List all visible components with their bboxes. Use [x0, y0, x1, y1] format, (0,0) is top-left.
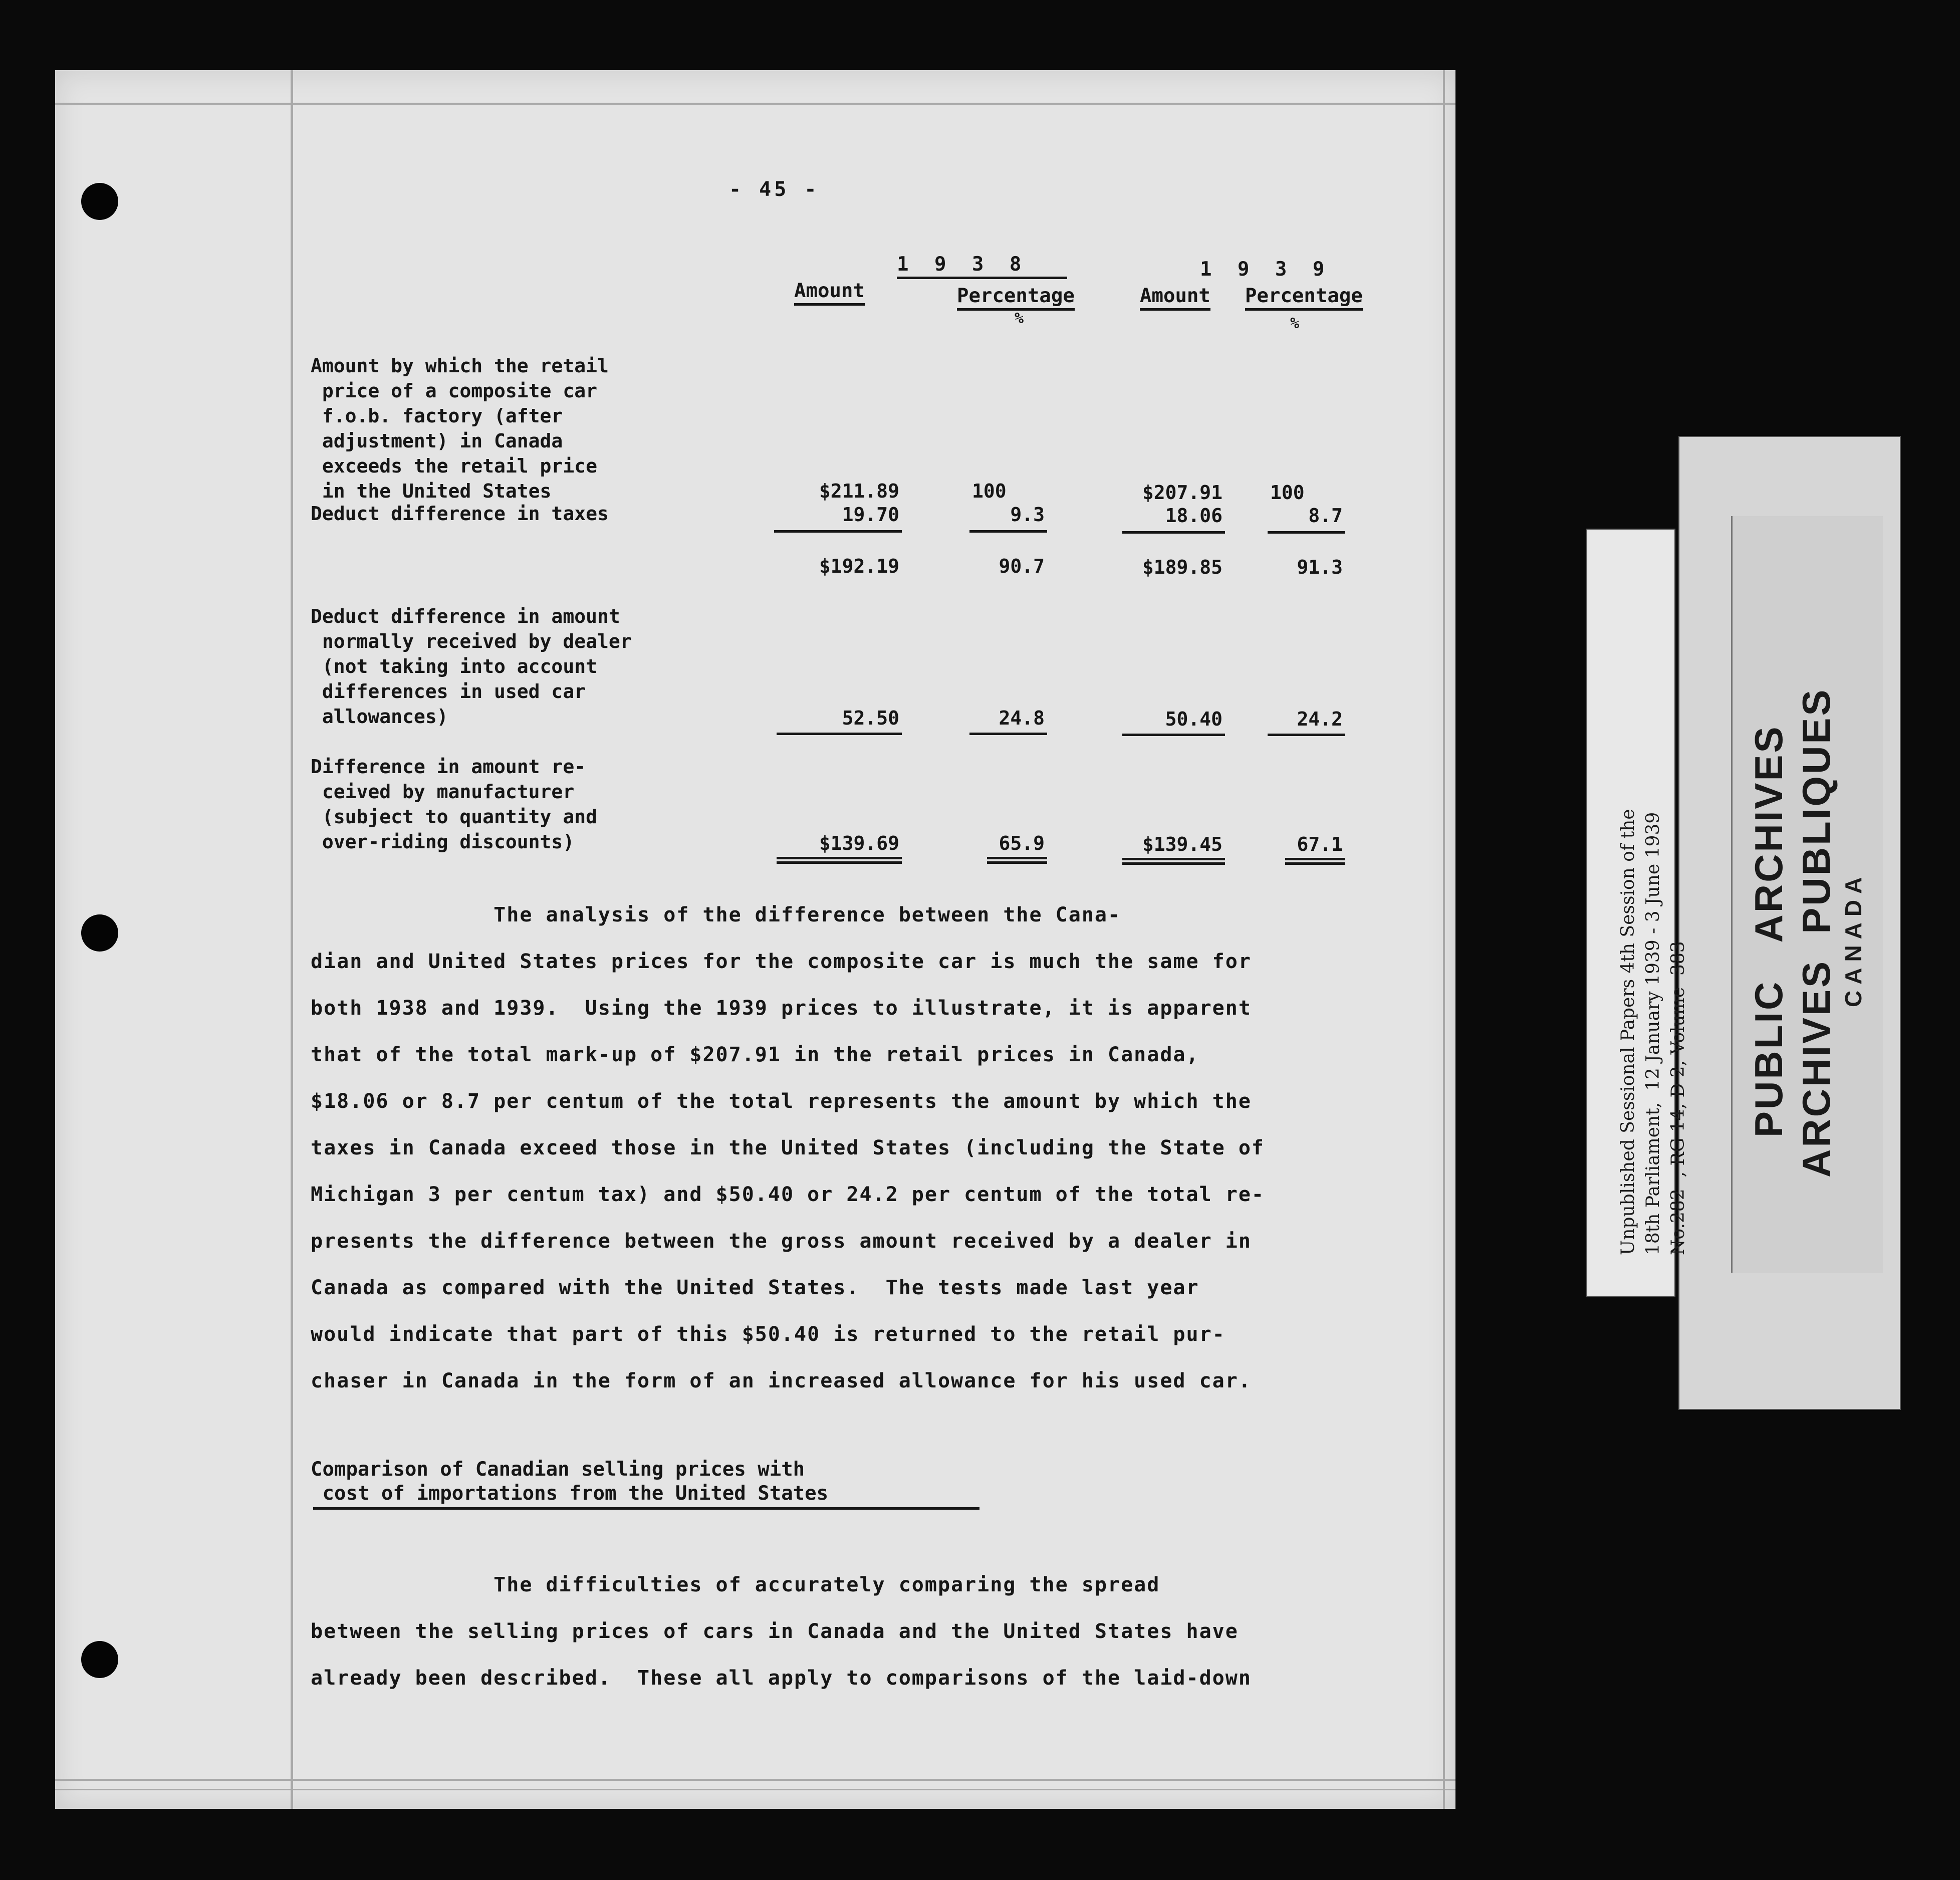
body-line: chaser in Canada in the form of an increased allowance for his used car.	[311, 1369, 1252, 1392]
body-line: Michigan 3 per centum tax) and $50.40 or 24.2 per centum of the total re-	[311, 1183, 1265, 1206]
row-value: 100	[1270, 482, 1305, 504]
sum-rule	[774, 530, 902, 533]
document-page	[55, 70, 1455, 1809]
total-rule	[777, 857, 902, 864]
row-value: $139.45	[1142, 833, 1222, 855]
section-heading: Comparison of Canadian selling prices with	[311, 1458, 805, 1481]
punch-hole	[81, 1641, 118, 1678]
body-line: between the selling prices of cars in Canada and the United States have	[311, 1620, 1239, 1643]
row-label: Deduct difference in amount normally received by dealer (not taking into account differences in used car allowances)	[311, 605, 632, 728]
body-line: already been described. These all apply to comparisons of the laid-down	[311, 1667, 1252, 1690]
body-line: taxes in Canada exceed those in the United States (including the State of	[311, 1136, 1265, 1159]
body-line: Canada as compared with the United States. The tests made last year	[311, 1276, 1199, 1299]
archive-stamp-country: CANADA	[1840, 871, 1866, 1007]
archive-stamp-english: PUBLIC ARCHIVES	[1747, 725, 1791, 1137]
body-line: dian and United States prices for the composite car is much the same for	[311, 950, 1252, 973]
sum-rule	[1268, 531, 1345, 534]
sum-rule	[1122, 734, 1225, 736]
row-value: $207.91	[1142, 482, 1222, 504]
total-rule	[987, 857, 1047, 864]
row-label: Difference in amount re- ceived by manufacturer (subject to quantity and over-riding discounts)	[311, 756, 597, 853]
col-percentage-1939: Percentage	[1245, 285, 1363, 311]
row-value: 52.50	[842, 707, 899, 729]
row-value: $211.89	[819, 480, 899, 502]
row-value: 65.9	[999, 832, 1045, 854]
sum-rule	[969, 530, 1047, 533]
heading-underline	[313, 1507, 979, 1510]
margin-rule	[55, 103, 1455, 105]
row-label: Amount by which the retail price of a composite car f.o.b. factory (after adjustment) in Canada exceeds the retail price in the United States	[311, 355, 609, 502]
row-value: 100	[972, 480, 1007, 502]
sum-rule	[1268, 734, 1345, 736]
archive-label-line: No.282 , RG 14, D 2, Volume 383	[1668, 941, 1688, 1255]
body-line: The analysis of the difference between the Cana-	[311, 903, 1121, 926]
row-value: $139.69	[819, 832, 899, 854]
archive-label-line: 18th Parliament, 12 January 1939 - 3 June 1939	[1643, 812, 1663, 1255]
sum-rule	[969, 733, 1047, 735]
punch-hole	[81, 914, 118, 952]
body-line: The difficulties of accurately comparing the spread	[311, 1573, 1160, 1596]
year-1938: 1 9 3 8	[897, 253, 1067, 279]
margin-rule	[291, 70, 293, 1809]
row-value: 24.2	[1297, 708, 1343, 730]
body-line: would indicate that part of this $50.40 is returned to the retail pur-	[311, 1323, 1226, 1346]
pct-sign-1939: %	[1290, 315, 1300, 332]
row-value: 50.40	[1165, 708, 1222, 730]
body-line: $18.06 or 8.7 per centum of the total represents the amount by which the	[311, 1090, 1252, 1113]
row-value: 18.06	[1165, 505, 1222, 527]
row-value: 67.1	[1297, 833, 1343, 855]
archive-label-line: Unpublished Sessional Papers 4th Session of the	[1618, 809, 1638, 1255]
punch-hole	[81, 183, 118, 220]
year-1939: 1 9 3 9	[1200, 258, 1332, 281]
sum-rule	[777, 733, 902, 735]
row-label: Deduct difference in taxes	[311, 503, 609, 525]
row-value: 9.3	[1010, 504, 1045, 526]
margin-rule	[55, 1789, 1455, 1790]
row-value: 90.7	[999, 555, 1045, 577]
total-rule	[1285, 858, 1345, 865]
col-percentage-1938: Percentage	[957, 285, 1075, 311]
body-line: that of the total mark-up of $207.91 in the retail prices in Canada,	[311, 1043, 1199, 1066]
row-value: 91.3	[1297, 556, 1343, 578]
row-value: $189.85	[1142, 556, 1222, 578]
page-number: - 45 -	[729, 178, 820, 201]
row-value: 8.7	[1308, 505, 1343, 527]
body-line: both 1938 and 1939. Using the 1939 prices to illustrate, it is apparent	[311, 997, 1252, 1020]
body-line: presents the difference between the gross amount received by a dealer in	[311, 1230, 1252, 1253]
pct-sign-1938: %	[1015, 310, 1024, 327]
col-amount-1938: Amount	[794, 280, 865, 306]
col-amount-1939: Amount	[1140, 285, 1210, 311]
row-value: 24.8	[999, 707, 1045, 729]
sum-rule	[1122, 531, 1225, 534]
total-rule	[1122, 858, 1225, 865]
row-value: $192.19	[819, 555, 899, 577]
row-value: 19.70	[842, 504, 899, 526]
archive-stamp-french: ARCHIVES PUBLIQUES	[1794, 687, 1838, 1178]
margin-rule	[55, 1779, 1455, 1781]
margin-rule	[1443, 70, 1445, 1809]
section-heading: cost of importations from the United States	[311, 1482, 829, 1505]
